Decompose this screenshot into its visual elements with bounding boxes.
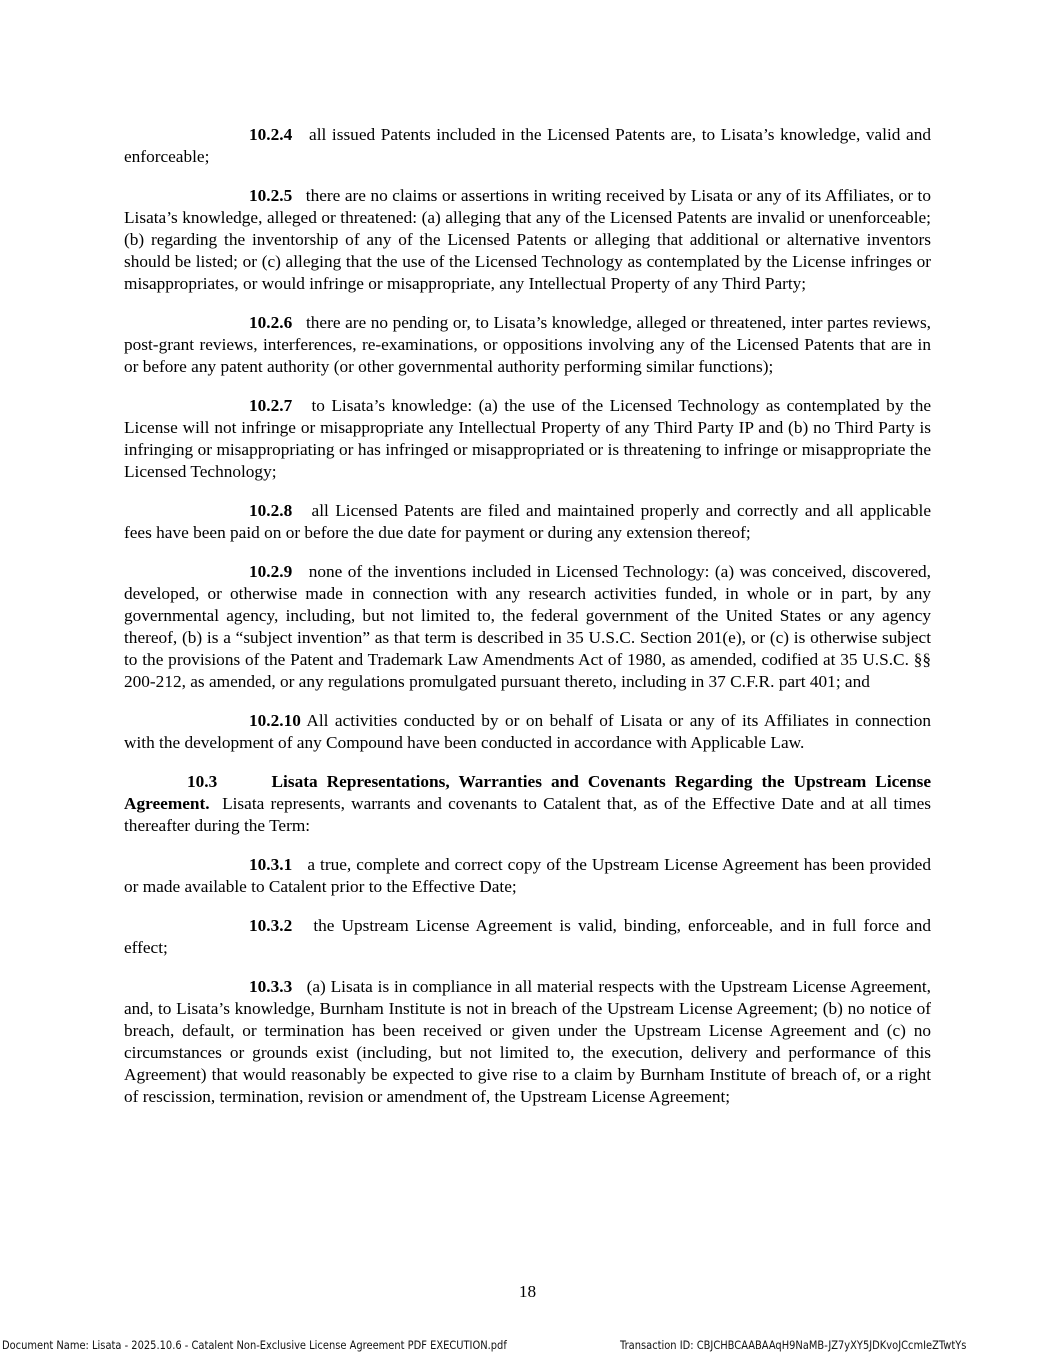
clause-text: all Licensed Patents are filed and maintained properly and correctly and all applicable fees have been paid on or before the due date for payment or during any extension thereof; — [124, 501, 931, 542]
clause-10-3-3 — [124, 976, 931, 1108]
transaction-id-footer: Transaction ID: CBJCHBCAABAAqH9NaMB-JZ7yXY5JDKvoJCcmIeZTwtYs — [620, 1338, 967, 1352]
clause-text: all issued Patents included in the Licensed Patents are, to Lisata’s knowledge, valid and enforceable; — [124, 125, 931, 166]
section-heading: Lisata Representations, Warranties and Covenants Regarding the Upstream License Agreement. — [124, 772, 931, 813]
clause-number: 10.3.3 — [249, 977, 293, 996]
section-number: 10.3 — [187, 772, 218, 791]
clause-number: 10.3.1 — [249, 855, 293, 874]
clause-10-2-10 — [124, 710, 931, 754]
clause-number: 10.3.2 — [249, 916, 293, 935]
clause-number: 10.2.10 — [249, 711, 301, 730]
clause-10-2-8 — [124, 500, 931, 544]
clause-number: 10.2.9 — [249, 562, 293, 581]
clause-number: 10.2.6 — [249, 313, 293, 332]
clause-number: 10.2.8 — [249, 501, 293, 520]
clause-10-3-2 — [124, 915, 931, 959]
document-name-footer: Document Name: Lisata - 2025.10.6 - Catalent Non-Exclusive License Agreement PDF EXECUTION.pdf — [2, 1338, 507, 1352]
clause-text: there are no pending or, to Lisata’s knowledge, alleged or threatened, inter partes reviews, post-grant reviews, interferences, re-examinations, or oppositions involving any of the Licensed Patents that are in or before any patent authority (or other governmental authority performing similar functions); — [124, 313, 931, 376]
clause-text: the Upstream License Agreement is valid, binding, enforceable, and in full force and effect; — [124, 916, 931, 957]
clause-text: (a) Lisata is in compliance in all material respects with the Upstream License Agreement, and, to Lisata’s knowledge, Burnham Institute is not in breach of the Upstream License Agreement; (b) no notice of breach, default, or termination has been received or given under the Upstream License Agreement and (c) no circumstances or grounds exist (including, but not limited to, the execution, delivery and performance of this Agreement) that would reasonably be expected to give rise to a claim by Burnham Institute of breach of, or a right of rescission, termination, revision or amendment of, the Upstream License Agreement; — [124, 977, 931, 1106]
clause-text: none of the inventions included in Licensed Technology: (a) was conceived, discovered, developed, or otherwise made in connection with any research activities funded, in whole or in part, by any governmental agency, including, but not limited to, the federal government of the United States or any agency thereof, (b) is a “subject invention” as that term is described in 35 U.S.C. Section 201(e), or (c) is otherwise subject to the provisions of the Patent and Trademark Law Amendments Act of 1980, as amended, codified at 35 U.S.C. §§ 200-212, as amended, or any regulations promulgated pursuant thereto, including in 37 C.F.R. part 401; and — [124, 562, 931, 691]
clause-10-2-5 — [124, 185, 931, 295]
clause-10-2-6 — [124, 312, 931, 378]
clause-number: 10.2.5 — [249, 186, 293, 205]
clause-10-2-4 — [124, 124, 931, 168]
clause-text: a true, complete and correct copy of the Upstream License Agreement has been provided or made available to Catalent prior to the Effective Date; — [124, 855, 931, 896]
clause-text: to Lisata’s knowledge: (a) the use of the Licensed Technology as contemplated by the License will not infringe or misappropriate any Intellectual Property of any Third Party IP and (b) no Third Party is infringing or misappropriating or has infringed or misappropriated or is threatening to infringe or misappropriate the Licensed Technology; — [124, 396, 932, 481]
clause-10-2-7 — [124, 395, 931, 483]
document-page — [124, 124, 931, 1125]
section-10-3 — [124, 771, 931, 837]
clause-number: 10.2.7 — [249, 396, 293, 415]
clause-10-2-9 — [124, 561, 931, 693]
page-number: 18 — [518, 1282, 537, 1301]
clause-text: All activities conducted by or on behalf of Lisata or any of its Affiliates in connection with the development of any Compound have been conducted in accordance with Applicable Law. — [124, 711, 931, 752]
clause-10-3-1 — [124, 854, 931, 898]
clause-text: there are no claims or assertions in writing received by Lisata or any of its Affiliates, or to Lisata’s knowledge, alleged or threatened: (a) alleging that any of the Licensed Patents are invalid or unenforceable; (b) regarding the inventorship of any of the Licensed Patents or alleging that additional or alternative inventors should be listed; or (c) alleging that the use of the Licensed Technology as contemplated by the License infringes or misappropriates, or would infringe or misappropriate, any Intellectual Property of any Third Party; — [124, 186, 931, 293]
section-text: Lisata represents, warrants and covenants to Catalent that, as of the Effective Date and at all times thereafter during the Term: — [124, 794, 931, 835]
clause-number: 10.2.4 — [249, 125, 293, 144]
